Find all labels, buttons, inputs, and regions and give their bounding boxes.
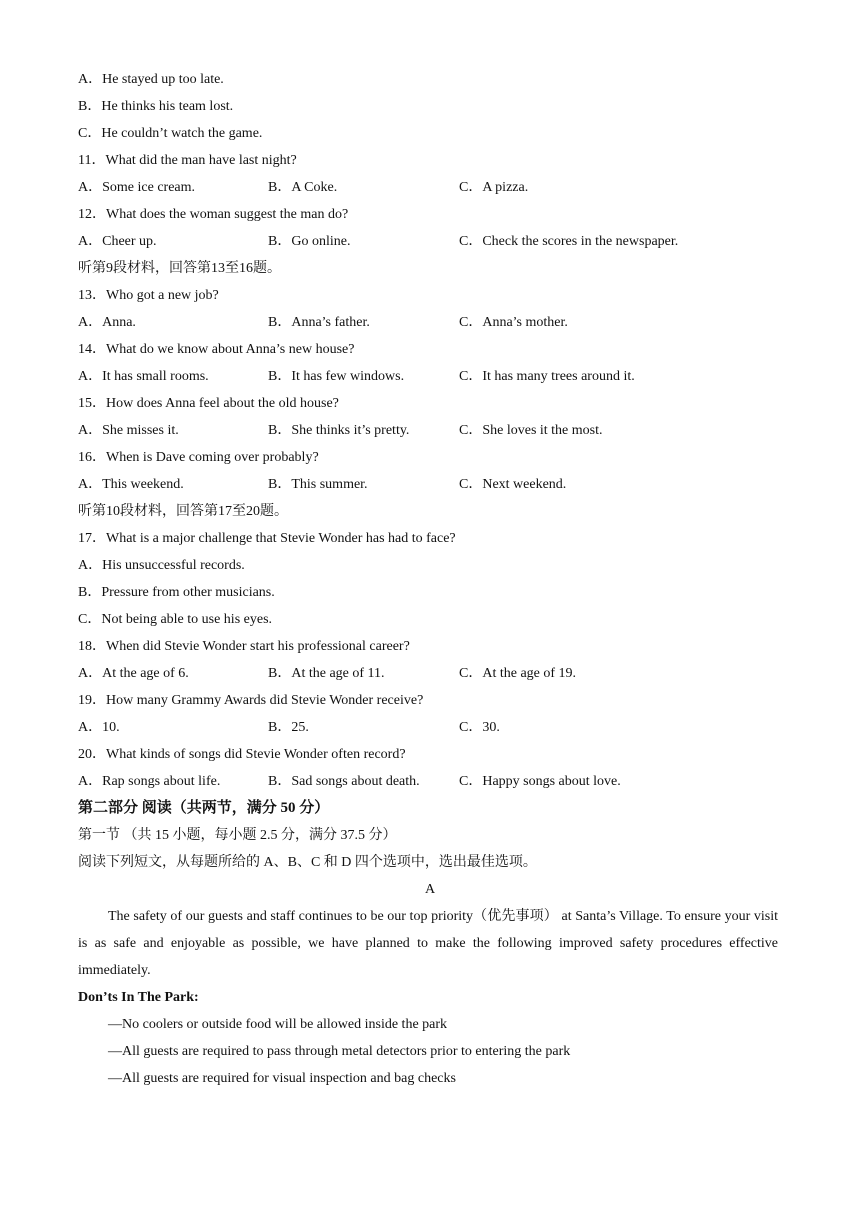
option-c: C．A pizza. [459,180,529,195]
passage-label: A [424,882,436,897]
section-1-heading: 第一节 （共 15 小题，每小题 2.5 分，满分 37.5 分） [78,828,397,843]
question-19: 19．How many Grammy Awards did Stevie Wonder receive? [78,693,424,708]
option-b: B．A Coke. [268,180,338,195]
section-10-instruction: 听第10段材料，回答第17至20题。 [78,504,288,519]
question-17-option-b: B．Pressure from other musicians. [78,585,275,600]
question-16: 16．When is Dave coming over probably? [78,450,319,465]
option-b: B．Anna’s father. [268,315,370,330]
option-a: A．Some ice cream. [78,180,196,195]
question-17-option-a: A．His unsuccessful records. [78,558,245,573]
option-c: C．Happy songs about love. [459,774,621,789]
question-14: 14．What do we know about Anna’s new house? [78,342,355,357]
option-b: B．Sad songs about death. [268,774,420,789]
question-18: 18．When did Stevie Wonder start his professional career? [78,639,410,654]
option-a: A．She misses it. [78,423,179,438]
option-a: A．10. [78,720,120,735]
question-13: 13．Who got a new job? [78,288,219,303]
q10-option-a: A．He stayed up too late. [78,72,224,87]
option-a: A．Anna. [78,315,136,330]
question-15: 15．How does Anna feel about the old house? [78,396,339,411]
option-b: B．It has few windows. [268,369,405,384]
question-12: 12．What does the woman suggest the man do? [78,207,349,222]
option-c: C．At the age of 19. [459,666,577,681]
option-a: A．It has small rooms. [78,369,209,384]
option-a: A．This weekend. [78,477,184,492]
section-9-instruction: 听第9段材料，回答第13至16题。 [78,261,281,276]
q10-option-b: B．He thinks his team lost. [78,99,234,114]
option-c: C．Check the scores in the newspaper. [459,234,679,249]
option-a: A．At the age of 6. [78,666,189,681]
option-b: B．This summer. [268,477,368,492]
option-b: B．At the age of 11. [268,666,385,681]
option-c: C．30. [459,720,500,735]
part-2-title: 第二部分 阅读（共两节，满分 50 分） [78,800,330,816]
q10-option-c: C．He couldn’t watch the game. [78,126,263,141]
option-c: C．She loves it the most. [459,423,603,438]
option-b: B．25. [268,720,309,735]
option-c: C．Anna’s mother. [459,315,568,330]
question-11: 11．What did the man have last night? [78,153,297,168]
option-c: C．It has many trees around it. [459,369,635,384]
reading-directions: 阅读下列短文，从每题所给的 A、B、C 和 D 四个选项中，选出最佳选项。 [78,855,537,870]
rule-item: —All guests are required to pass through metal detectors prior to entering the park [108,1044,571,1059]
option-a: A．Rap songs about life. [78,774,221,789]
option-b: B．She thinks it’s pretty. [268,423,410,438]
question-17-option-c: C．Not being able to use his eyes. [78,612,273,627]
option-c: C．Next weekend. [459,477,567,492]
option-b: B．Go online. [268,234,351,249]
rule-item: —All guests are required for visual inspection and bag checks [108,1071,456,1086]
passage-paragraph: The safety of our guests and staff continues to be our top priority（优先事项） at Santa’s Village. To ensure your visit is as safe and enjoyable as possible, we have planned to make the following improved safety procedures effective immediately. [78,909,778,978]
option-a: A．Cheer up. [78,234,157,249]
question-20: 20．What kinds of songs did Stevie Wonder often record? [78,747,406,762]
rule-item: —No coolers or outside food will be allowed inside the park [108,1017,448,1032]
question-17: 17．What is a major challenge that Stevie Wonder has had to face? [78,531,456,546]
donts-heading: Don’ts In The Park: [78,990,199,1005]
